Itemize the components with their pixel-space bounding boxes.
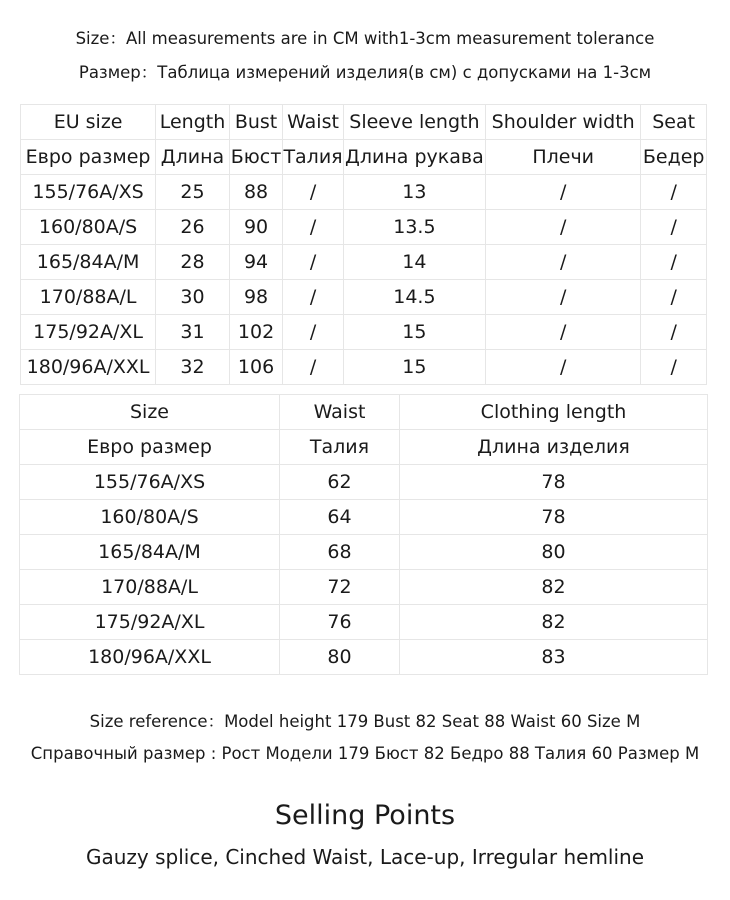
- size-chart-cell: Waist: [283, 105, 344, 140]
- size-chart-cell: Плечи: [486, 140, 641, 175]
- waist-length-row: [20, 535, 708, 570]
- waist-length-cell: 78: [400, 465, 708, 500]
- selling-points-text: Gauzy splice, Cinched Waist, Lace-up, Irregular hemline: [85, 845, 645, 869]
- waist-length-header-row-en: [20, 395, 708, 430]
- size-chart-cell: 32: [156, 350, 230, 385]
- waist-length-cell: 78: [400, 500, 708, 535]
- size-chart-cell: /: [641, 210, 707, 245]
- waist-length-row: [20, 640, 708, 675]
- size-chart-cell: Евро размер: [21, 140, 156, 175]
- waist-length-cell: 170/88A/L: [20, 570, 280, 605]
- size-chart-cell: 13: [343, 175, 485, 210]
- size-chart-cell: /: [283, 175, 344, 210]
- size-chart-cell: Seat: [641, 105, 707, 140]
- size-chart-cell: Length: [156, 105, 230, 140]
- waist-length-cell: 155/76A/XS: [20, 465, 280, 500]
- size-chart-row: [21, 175, 707, 210]
- size-chart-cell: /: [486, 350, 641, 385]
- waist-length-row: [20, 570, 708, 605]
- waist-length-cell: 64: [280, 500, 400, 535]
- size-chart-cell: 180/96A/XXL: [21, 350, 156, 385]
- size-chart-header-row-ru: [21, 140, 707, 175]
- waist-length-row: [20, 500, 708, 535]
- waist-length-cell: 165/84A/M: [20, 535, 280, 570]
- size-chart-cell: /: [283, 210, 344, 245]
- size-chart-cell: 90: [229, 210, 282, 245]
- size-chart-cell: 31: [156, 315, 230, 350]
- size-chart-cell: 175/92A/XL: [21, 315, 156, 350]
- size-chart-cell: /: [283, 280, 344, 315]
- waist-length-cell: 82: [400, 570, 708, 605]
- size-chart-cell: /: [486, 175, 641, 210]
- waist-length-cell: 72: [280, 570, 400, 605]
- size-chart-table: [20, 104, 707, 385]
- size-chart-cell: 14: [343, 245, 485, 280]
- size-chart-cell: /: [641, 280, 707, 315]
- waist-length-table: [19, 394, 708, 675]
- size-chart-cell: /: [641, 245, 707, 280]
- size-chart-cell: 170/88A/L: [21, 280, 156, 315]
- size-chart-cell: Shoulder width: [486, 105, 641, 140]
- size-chart-cell: Длина рукава: [343, 140, 485, 175]
- size-chart-cell: 106: [229, 350, 282, 385]
- waist-length-cell: Waist: [280, 395, 400, 430]
- waist-length-row: [20, 605, 708, 640]
- size-chart-cell: 26: [156, 210, 230, 245]
- size-chart-cell: 165/84A/M: [21, 245, 156, 280]
- waist-length-row: [20, 465, 708, 500]
- waist-length-cell: 80: [280, 640, 400, 675]
- size-chart-cell: Бюст: [229, 140, 282, 175]
- size-chart-cell: EU size: [21, 105, 156, 140]
- size-reference-ru: Справочный размер : Рост Модели 179 Бюст 82 Бедро 88 Талия 60 Размер M: [30, 744, 700, 763]
- waist-length-cell: Size: [20, 395, 280, 430]
- size-chart-row: [21, 245, 707, 280]
- size-chart-cell: 28: [156, 245, 230, 280]
- waist-length-cell: Длина изделия: [400, 430, 708, 465]
- size-chart-cell: Талия: [283, 140, 344, 175]
- size-chart-cell: 14.5: [343, 280, 485, 315]
- size-chart-cell: 25: [156, 175, 230, 210]
- waist-length-cell: 175/92A/XL: [20, 605, 280, 640]
- waist-length-cell: 82: [400, 605, 708, 640]
- size-chart-row: [21, 315, 707, 350]
- size-chart-cell: 15: [343, 350, 485, 385]
- measurement-note-ru: Размер：Таблица измерений изделия(в см) с допусками на 1-3см: [78, 63, 652, 82]
- size-chart-cell: 88: [229, 175, 282, 210]
- waist-length-cell: 76: [280, 605, 400, 640]
- waist-length-cell: 180/96A/XXL: [20, 640, 280, 675]
- size-chart-cell: /: [486, 245, 641, 280]
- size-chart-row: [21, 210, 707, 245]
- selling-points-title: Selling Points: [274, 800, 456, 831]
- waist-length-cell: 68: [280, 535, 400, 570]
- size-chart-cell: Длина: [156, 140, 230, 175]
- size-chart-cell: /: [283, 350, 344, 385]
- size-chart-cell: /: [283, 245, 344, 280]
- waist-length-header-row-ru: [20, 430, 708, 465]
- size-chart-cell: 160/80A/S: [21, 210, 156, 245]
- waist-length-cell: 80: [400, 535, 708, 570]
- size-chart-cell: /: [486, 210, 641, 245]
- size-chart-cell: 15: [343, 315, 485, 350]
- size-chart-cell: 13.5: [343, 210, 485, 245]
- size-chart-row: [21, 350, 707, 385]
- size-chart-cell: Bust: [229, 105, 282, 140]
- size-chart-cell: 155/76A/XS: [21, 175, 156, 210]
- waist-length-cell: 62: [280, 465, 400, 500]
- size-chart-cell: 98: [229, 280, 282, 315]
- size-chart-cell: /: [486, 280, 641, 315]
- size-reference-en: Size reference：Model height 179 Bust 82 Seat 88 Waist 60 Size M: [89, 712, 641, 731]
- waist-length-cell: Талия: [280, 430, 400, 465]
- measurement-note-en: Size：All measurements are in CM with1-3cm measurement tolerance: [75, 29, 655, 48]
- waist-length-cell: 83: [400, 640, 708, 675]
- size-chart-cell: Sleeve length: [343, 105, 485, 140]
- waist-length-cell: 160/80A/S: [20, 500, 280, 535]
- size-chart-cell: /: [283, 315, 344, 350]
- size-chart-cell: /: [641, 315, 707, 350]
- size-chart-cell: 30: [156, 280, 230, 315]
- size-chart-cell: 102: [229, 315, 282, 350]
- size-chart-cell: 94: [229, 245, 282, 280]
- size-chart-row: [21, 280, 707, 315]
- waist-length-cell: Clothing length: [400, 395, 708, 430]
- size-chart-cell: Бедер: [641, 140, 707, 175]
- size-chart-cell: /: [486, 315, 641, 350]
- waist-length-cell: Евро размер: [20, 430, 280, 465]
- size-chart-cell: /: [641, 175, 707, 210]
- size-chart-header-row-en: [21, 105, 707, 140]
- size-chart-cell: /: [641, 350, 707, 385]
